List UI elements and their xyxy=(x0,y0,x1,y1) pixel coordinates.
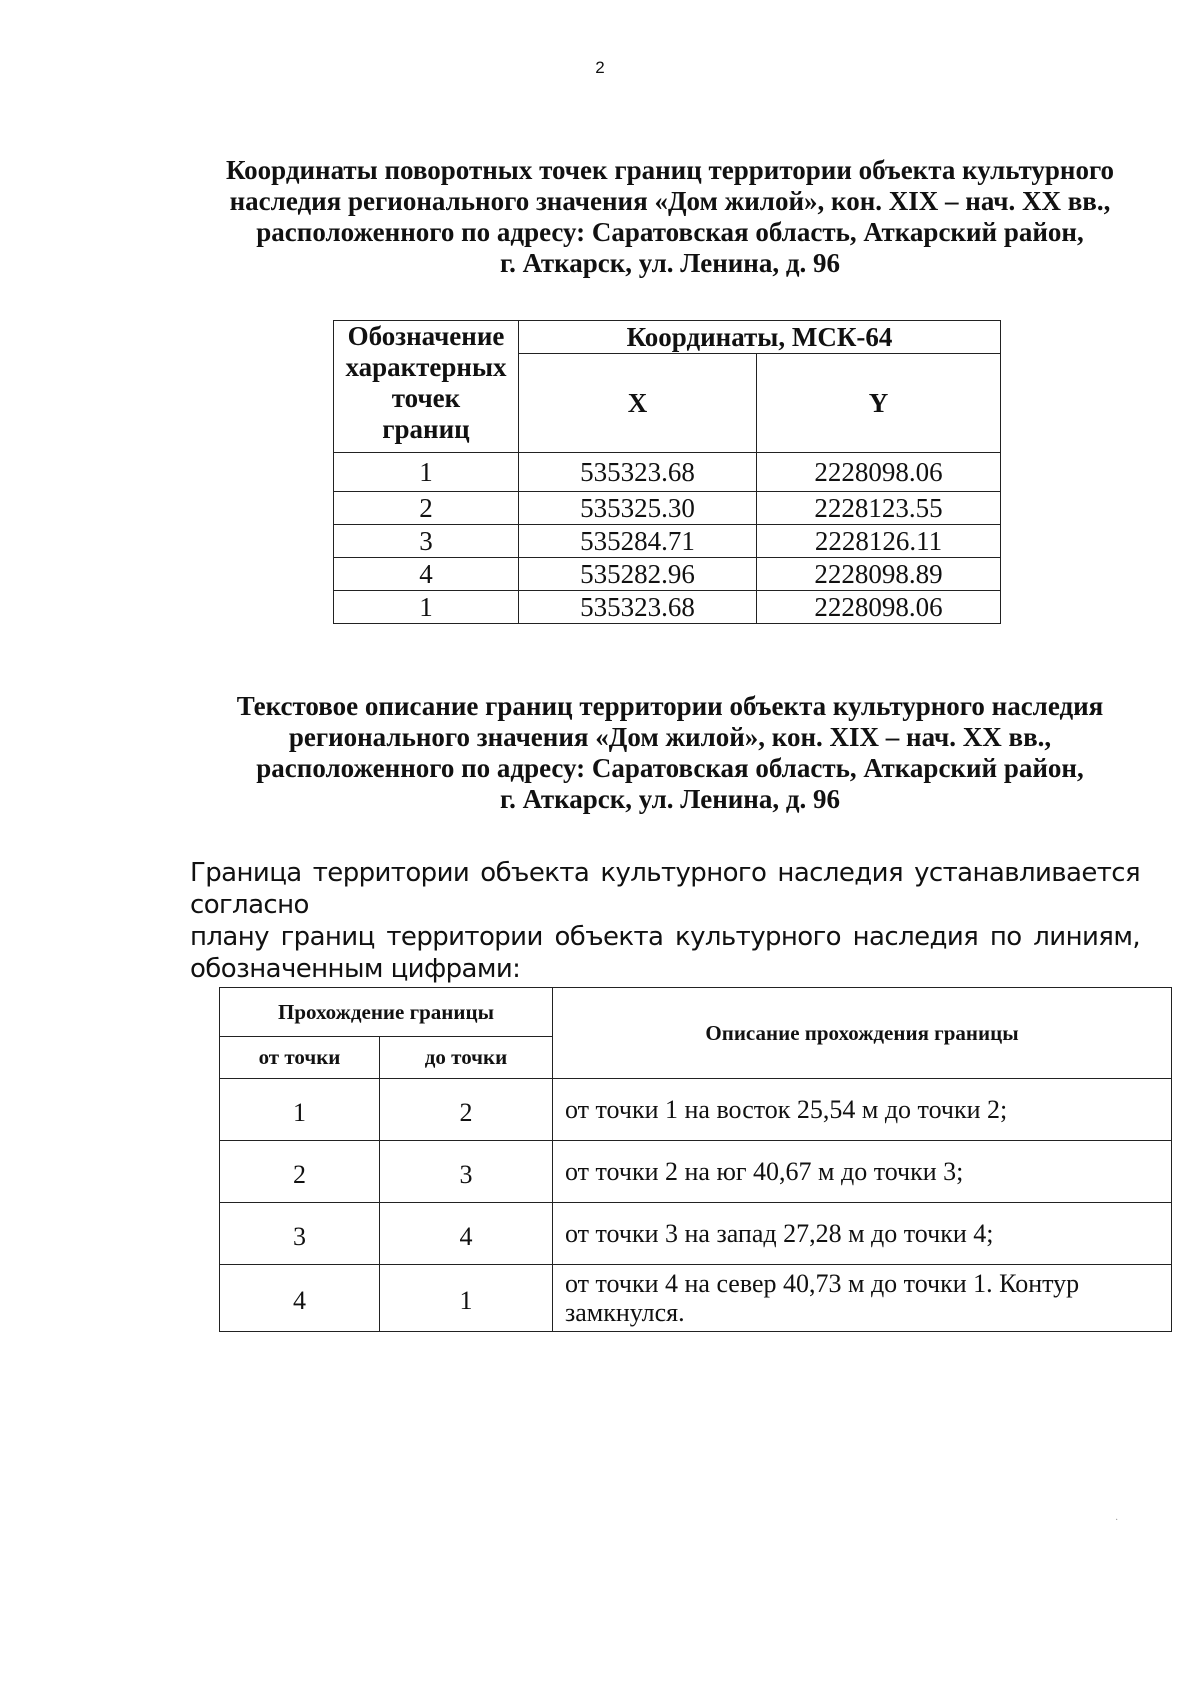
x-cell: 535282.96 xyxy=(519,558,757,591)
header-line: характерных xyxy=(345,352,507,382)
table-row xyxy=(334,558,1001,591)
passage-header: Прохождение границы xyxy=(220,988,553,1037)
description-heading xyxy=(120,691,1200,815)
description-cell: от точки 4 на север 40,73 м до точки 1. Контур замкнулся. xyxy=(553,1265,1172,1332)
table-row xyxy=(334,591,1001,624)
from-point-header: от точки xyxy=(220,1037,380,1079)
point-cell: 1 xyxy=(334,453,519,492)
from-cell: 3 xyxy=(220,1203,380,1265)
y-cell: 2228098.06 xyxy=(757,453,1001,492)
y-cell: 2228123.55 xyxy=(757,492,1001,525)
scan-speck: · xyxy=(1115,1515,1119,1526)
point-designation-header xyxy=(334,321,519,453)
from-cell: 2 xyxy=(220,1141,380,1203)
coordinates-heading xyxy=(120,155,1200,279)
description-cell: от точки 3 на запад 27,28 м до точки 4; xyxy=(553,1203,1172,1265)
heading-line: Текстовое описание границ территории объекта культурного наследия xyxy=(236,691,1104,721)
heading-line: Координаты поворотных точек границ территории объекта культурного xyxy=(225,155,1115,185)
table-row xyxy=(334,492,1001,525)
from-cell: 4 xyxy=(220,1265,380,1332)
paragraph-line: Граница территории объекта культурного наследия устанавливается согласно xyxy=(190,858,1140,920)
x-cell: 535323.68 xyxy=(519,591,757,624)
y-cell: 2228098.89 xyxy=(757,558,1001,591)
paragraph-line: плану границ территории объекта культурного наследия по линиям, xyxy=(190,922,1140,952)
page-number: 2 xyxy=(595,58,605,77)
table-row xyxy=(220,1079,1172,1141)
table-row xyxy=(334,453,1001,492)
point-cell: 1 xyxy=(334,591,519,624)
heading-line: расположенного по адресу: Саратовская область, Аткарский район, xyxy=(256,753,1084,783)
table-row xyxy=(220,1203,1172,1265)
to-cell: 4 xyxy=(380,1203,553,1265)
heading-line: г. Аткарск, ул. Ленина, д. 96 xyxy=(499,784,841,814)
to-cell: 3 xyxy=(380,1141,553,1203)
coordinates-table xyxy=(333,320,1001,624)
table-header-row xyxy=(220,988,1172,1037)
y-header: Y xyxy=(757,354,1001,453)
body-paragraph xyxy=(190,857,1140,985)
to-cell: 1 xyxy=(380,1265,553,1332)
point-cell: 2 xyxy=(334,492,519,525)
point-cell: 3 xyxy=(334,525,519,558)
header-line: границ xyxy=(382,414,470,444)
boundary-description-table xyxy=(219,987,1172,1332)
x-cell: 535325.30 xyxy=(519,492,757,525)
heading-line: наследия регионального значения «Дом жилой», кон. XIX – нач. XX вв., xyxy=(229,186,1111,216)
to-cell: 2 xyxy=(380,1079,553,1141)
x-header: X xyxy=(519,354,757,453)
x-cell: 535284.71 xyxy=(519,525,757,558)
heading-line: г. Аткарск, ул. Ленина, д. 96 xyxy=(499,248,841,278)
coordinates-header: Координаты, МСК-64 xyxy=(519,321,1001,354)
table-row xyxy=(334,525,1001,558)
from-cell: 1 xyxy=(220,1079,380,1141)
table-row xyxy=(220,1265,1172,1332)
description-cell: от точки 2 на юг 40,67 м до точки 3; xyxy=(553,1141,1172,1203)
description-header: Описание прохождения границы xyxy=(553,988,1172,1079)
description-cell: от точки 1 на восток 25,54 м до точки 2; xyxy=(553,1079,1172,1141)
table-header-row xyxy=(334,321,1001,354)
paragraph-line: обозначенным цифрами: xyxy=(190,954,521,984)
heading-line: регионального значения «Дом жилой», кон. XIX – нач. XX вв., xyxy=(288,722,1052,752)
heading-line: расположенного по адресу: Саратовская область, Аткарский район, xyxy=(256,217,1084,247)
header-line: точек xyxy=(391,383,461,413)
to-point-header: до точки xyxy=(380,1037,553,1079)
y-cell: 2228126.11 xyxy=(757,525,1001,558)
y-cell: 2228098.06 xyxy=(757,591,1001,624)
header-line: Обозначение xyxy=(347,321,505,351)
table-row xyxy=(220,1141,1172,1203)
point-cell: 4 xyxy=(334,558,519,591)
x-cell: 535323.68 xyxy=(519,453,757,492)
